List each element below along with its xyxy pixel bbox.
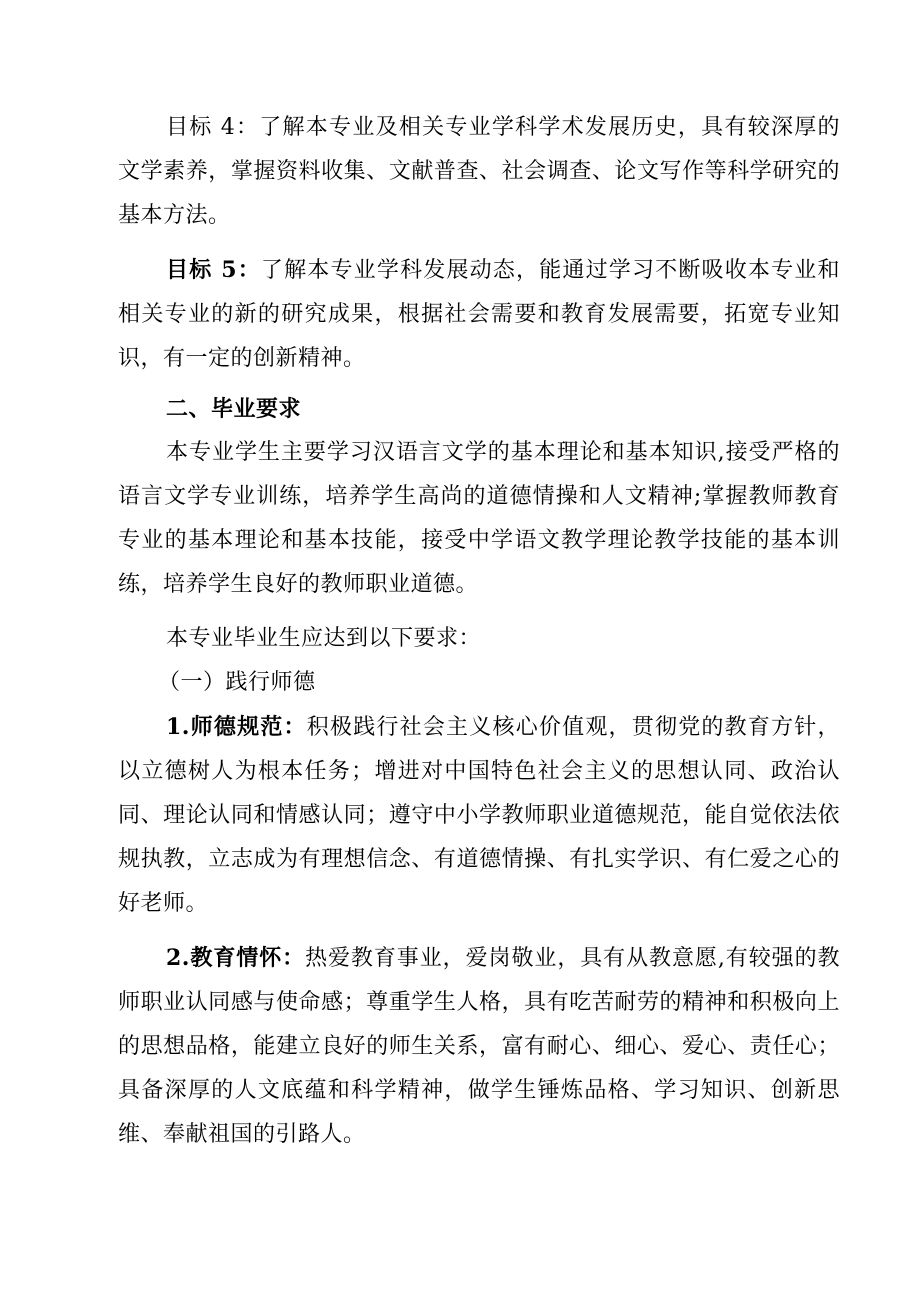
goal-4-label: 目标 4：	[166, 115, 260, 140]
item-1-text: 积极践行社会主义核心价值观，贯彻党的教育方针，以立德树人为根本任务；增进对中国特色社会主义的思想认同、政治认同、理论认同和情感认同；遵守中小学教师职业道德规范，能自觉依法依规执教，立志成为有理想信念、有道德情操、有扎实学识、有仁爱之心的好老师。	[118, 715, 840, 916]
item-1-paragraph	[118, 705, 840, 926]
graduation-intro-paragraph: 本专业学生主要学习汉语言文学的基本理论和基本知识,接受严格的语言文学专业训练，培养学生高尚的道德情操和人文精神;掌握教师教育专业的基本理论和基本技能，接受中学语文教学理论教学技能的基本训练，培养学生良好的教师职业道德。	[118, 440, 840, 597]
goal-4-text: 了解本专业及相关专业学科学术发展历史，具有较深厚的文学素养，掌握资料收集、文献普查、社会调查、论文写作等科学研究的基本方法。	[118, 115, 840, 228]
item-2-label: 2.教育情怀：	[166, 945, 306, 971]
goal-5-label: 目标 5：	[166, 257, 261, 283]
requirements-intro-paragraph: 本专业毕业生应达到以下要求：	[166, 626, 482, 651]
document-body	[118, 106, 840, 1157]
section-heading-graduation-requirements: 二、毕业要求	[166, 396, 302, 422]
goal-5-paragraph	[118, 248, 840, 381]
goal-4-paragraph	[118, 106, 840, 238]
subsection-heading-ethics: （一）践行师德	[158, 670, 316, 695]
item-1-label: 1.师德规范：	[166, 714, 307, 740]
item-2-paragraph	[118, 936, 840, 1157]
goal-5-text: 了解本专业学科发展动态，能通过学习不断吸收本专业和相关专业的新的研究成果，根据社会需要和教育发展需要，拓宽专业知识，有一定的创新精神。	[118, 258, 840, 371]
item-2-text: 热爱教育事业，爱岗敬业，具有从教意愿,有较强的教师职业认同感与使命感；尊重学生人格，具有吃苦耐劳的精神和积极向上的思想品格，能建立良好的师生关系，富有耐心、细心、爱心、责任心；具备深厚的人文底蕴和科学精神，做学生锤炼品格、学习知识、创新思维、奉献祖国的引路人。	[118, 946, 840, 1147]
